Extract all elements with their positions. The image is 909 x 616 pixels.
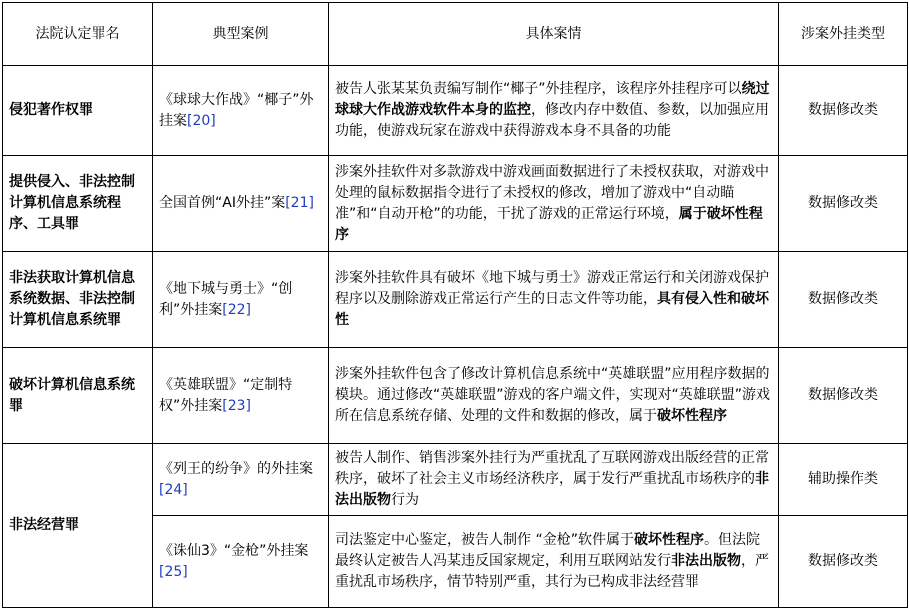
detail-text: 涉案外挂软件包含了修改计算机信息系统中“英雄联盟”应用程序数据的模块。通过修改“英雄联盟”游戏的客户端文件，实现对“英雄联盟”游戏所在信息系统存储、处理的文件和数据的修改，属于 (335, 366, 771, 424)
crime-cell: 非法经营罪 (3, 444, 153, 608)
case-cell (153, 66, 329, 156)
case-ref: [21] (285, 195, 314, 211)
detail-cell (329, 66, 779, 156)
detail-cell (329, 252, 779, 348)
document (2, 2, 908, 608)
detail-text: 。但法院最终认定被告人冯某违反国家规定，利用互联网站发行 (335, 532, 760, 569)
detail-text: 司法鉴定中心鉴定，被告人制作 “金枪”软件属于 (335, 532, 634, 548)
detail-text: 被告人制作、销售涉案外挂行为严重扰乱了互联网游戏出版经营的正常秩序，破坏了社会主义市场经济秩序，属于发行严重扰乱市场秩序的 (335, 450, 769, 487)
case-ref: [23] (222, 397, 252, 414)
detail-text: 行为 (391, 492, 419, 508)
plugin-type-cell: 数据修改类 (779, 156, 908, 252)
detail-emphasis: 非法出版物 (335, 471, 769, 508)
header-type: 涉案外挂类型 (779, 3, 908, 66)
header-case: 典型案例 (153, 3, 329, 66)
detail-emphasis: 破坏性程序 (657, 408, 727, 424)
header-crime: 法院认定罪名 (3, 3, 153, 66)
case-cell (153, 348, 329, 444)
plugin-type-cell: 数据修改类 (779, 516, 908, 608)
case-ref: [22] (222, 301, 252, 318)
detail-emphasis: 属于破坏性程序 (335, 205, 763, 243)
detail-emphasis: 破坏性程序 (633, 532, 704, 548)
table-row (3, 444, 908, 516)
plugin-type-cell: 数据修改类 (779, 66, 908, 156)
case-cell (153, 252, 329, 348)
table-row (3, 156, 908, 252)
crime-cell: 侵犯著作权罪 (3, 66, 153, 156)
detail-cell (329, 516, 779, 608)
crime-cell: 提供侵入、非法控制计算机信息系统程序、工具罪 (3, 156, 153, 252)
detail-text: 被告人张某某负责编写制作“椰子”外挂程序，该程序外挂程序可以 (335, 81, 742, 97)
case-title: 全国首例“AI外挂”案 (159, 195, 286, 211)
case-ref: [24] (159, 481, 188, 498)
case-title: 《球球大作战》“椰子”外挂案 (159, 91, 314, 129)
crime-cell: 非法获取计算机信息系统数据、非法控制计算机信息系统罪 (3, 252, 153, 348)
detail-emphasis: 绕过球球大作战游戏软件本身的监控 (335, 81, 770, 118)
detail-text: ，严重扰乱市场秩序，情节特别严重，其行为已构成非法经营罪 (335, 553, 769, 590)
header-detail: 具体案情 (329, 3, 779, 66)
detail-cell (329, 444, 779, 516)
detail-text: 涉案外挂软件具有破坏《地下城与勇士》游戏正常运行和关闭游戏保护程序以及删除游戏正常运行产生的日志文件等功能， (335, 270, 769, 307)
case-ref: [20] (187, 112, 216, 129)
plugin-type-cell: 数据修改类 (779, 252, 908, 348)
table-row (3, 348, 908, 444)
case-cell (153, 516, 329, 608)
plugin-type-cell: 辅助操作类 (779, 444, 908, 516)
detail-emphasis: 具有侵入性和破坏性 (335, 291, 769, 328)
case-title: 《英雄联盟》“定制特权”外挂案 (159, 376, 293, 414)
case-title: 《地下城与勇士》“创利”外挂案 (159, 280, 293, 318)
case-title: 《诛仙3》“金枪”外挂案 (159, 542, 309, 559)
case-table (2, 2, 908, 608)
header-row (3, 3, 908, 66)
case-cell (153, 156, 329, 252)
case-ref: [25] (159, 563, 188, 580)
plugin-type-cell: 数据修改类 (779, 348, 908, 444)
table-row (3, 252, 908, 348)
case-title: 《列王的纷争》的外挂案 (159, 460, 313, 477)
detail-cell (329, 348, 779, 444)
detail-text: ，修改内存中数值、参数，以加强应用功能，使游戏玩家在游戏中获得游戏本身不具备的功能 (335, 102, 769, 139)
table-row (3, 66, 908, 156)
crime-cell: 破坏计算机信息系统罪 (3, 348, 153, 444)
detail-text: 涉案外挂软件对多款游戏中游戏画面数据进行了未授权获取，对游戏中处理的鼠标数据指令进行了未授权的修改，增加了游戏中“自动瞄准”和“自动开枪”的功能，干扰了游戏的正常运行环境， (335, 163, 769, 222)
case-cell (153, 444, 329, 516)
detail-cell (329, 156, 779, 252)
detail-emphasis: 非法出版物 (671, 553, 741, 569)
